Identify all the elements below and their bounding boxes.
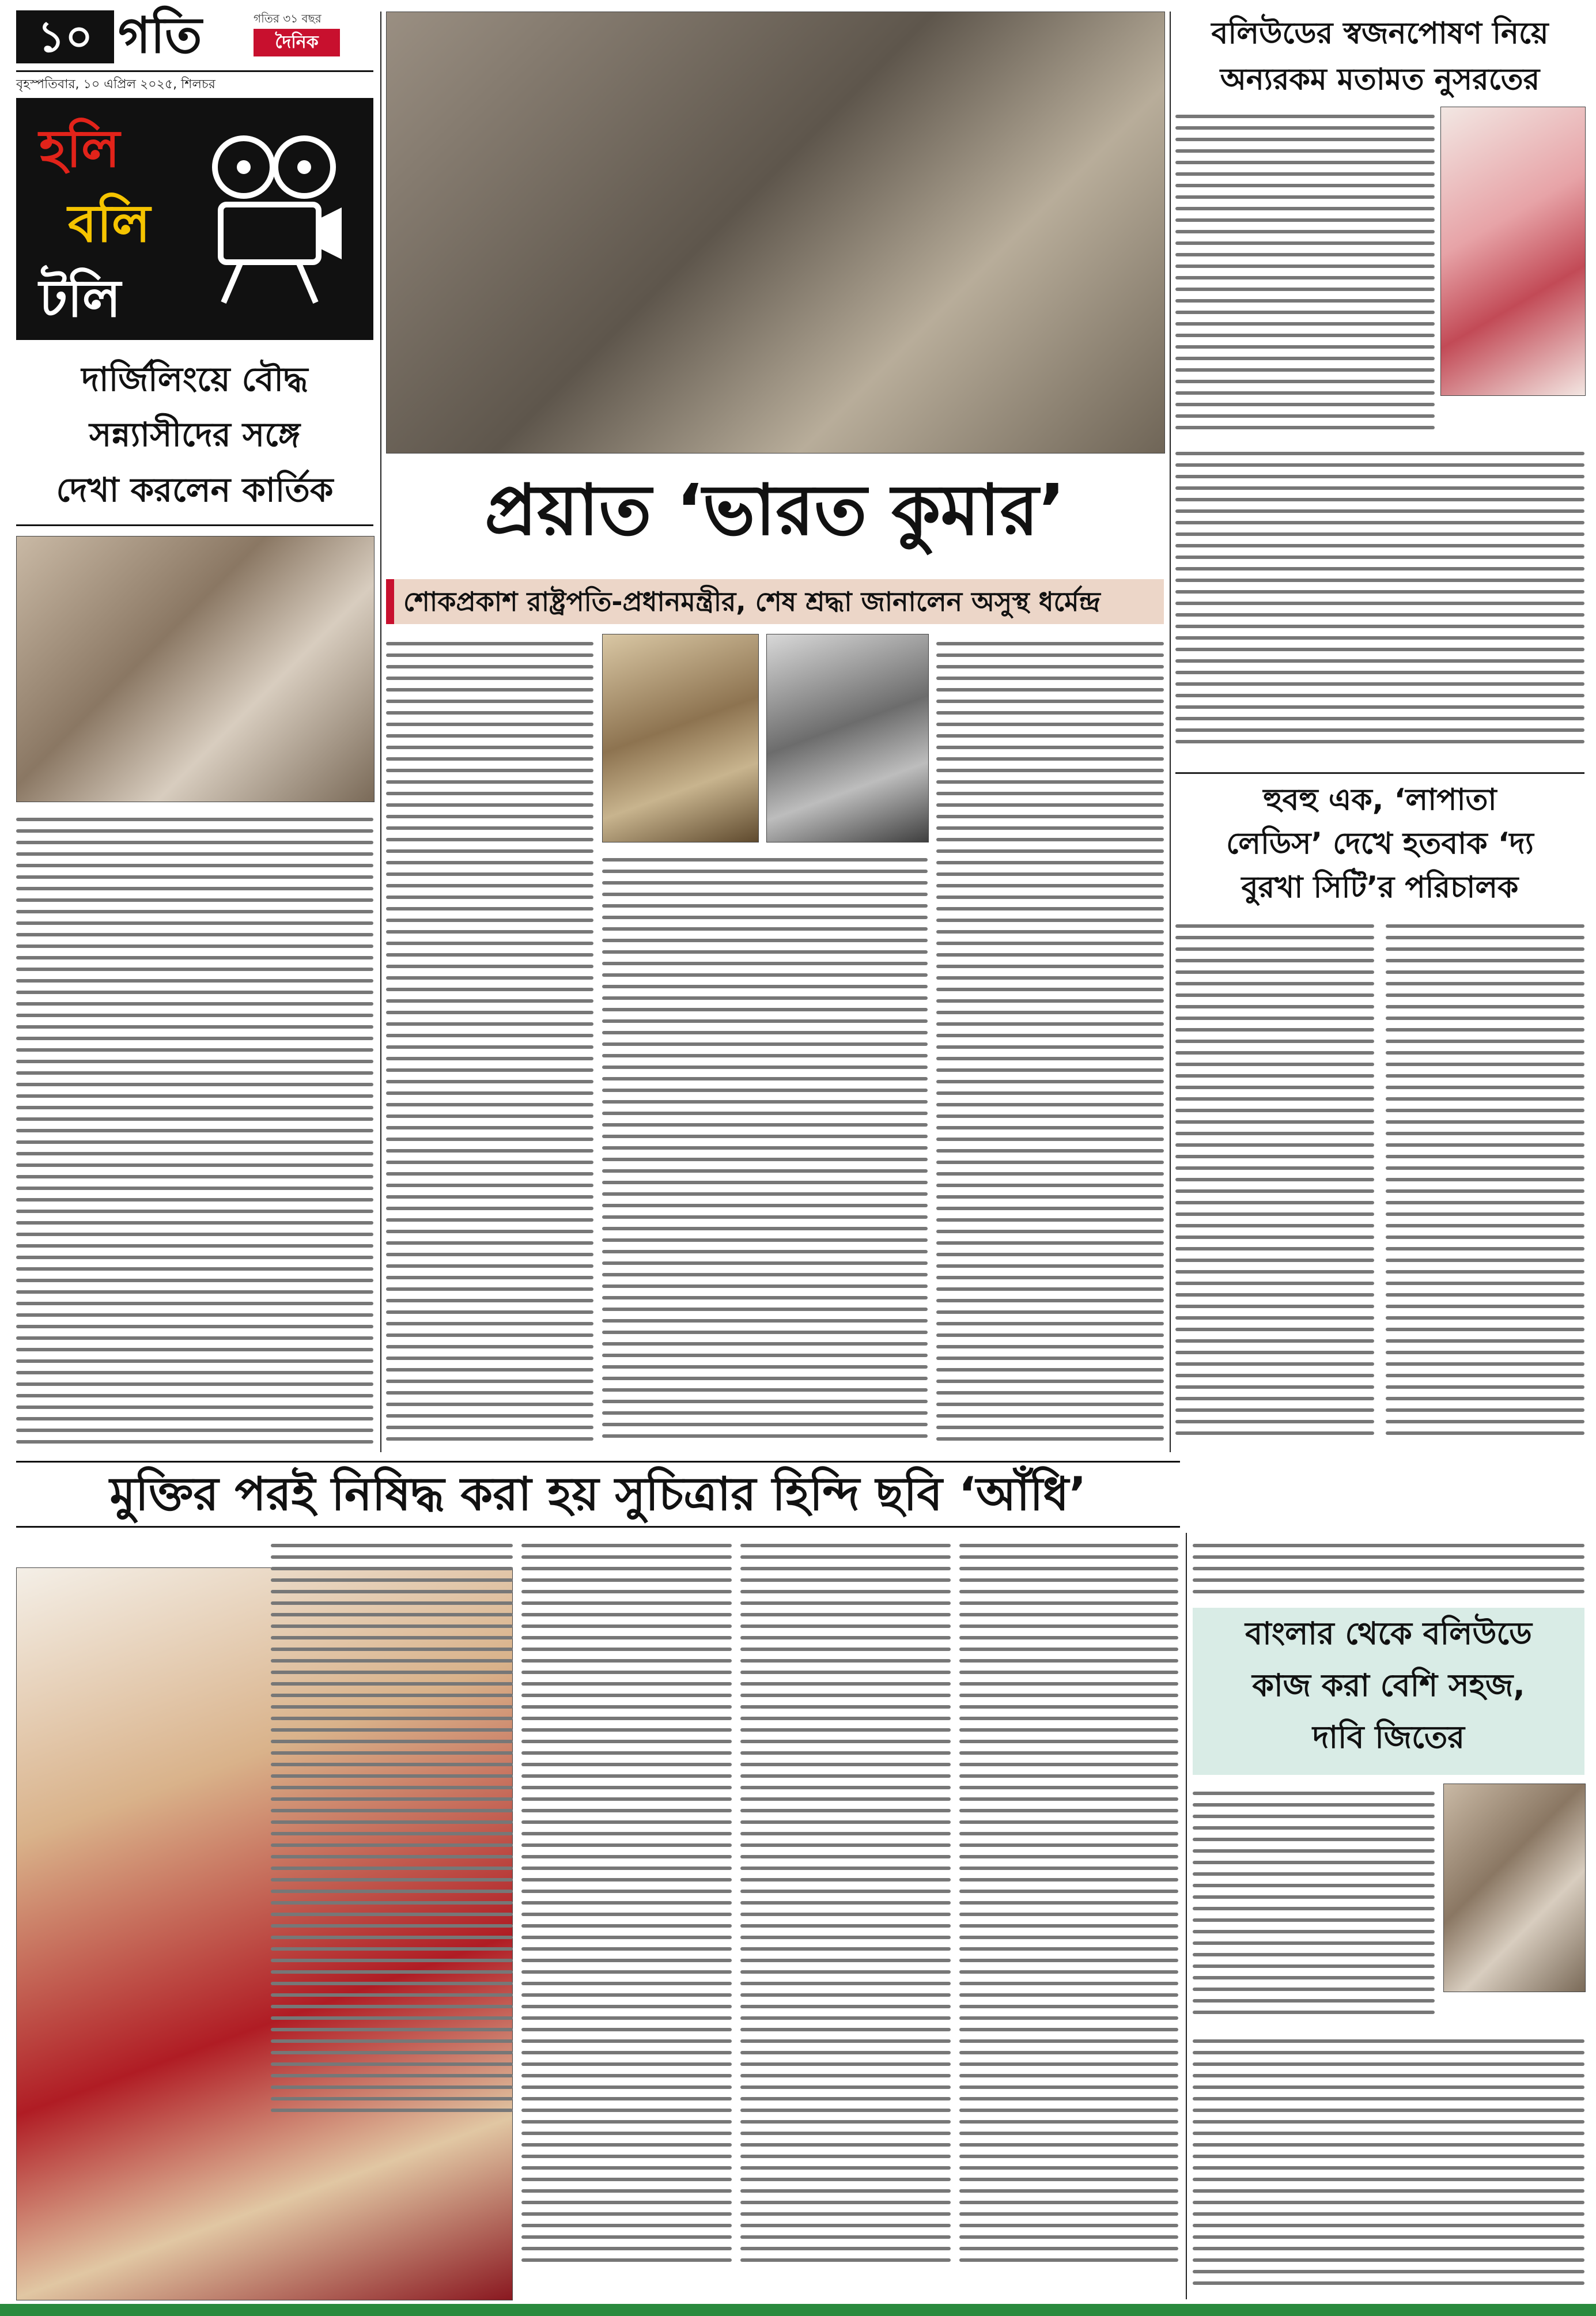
bharat-body-col1 — [386, 634, 593, 1441]
bharat-body-col3 — [936, 634, 1164, 1441]
daily-badge: দৈনিক — [254, 29, 340, 56]
jeet-body-col2 — [1193, 2031, 1584, 2299]
masthead-tagline: গতির ৩১ বছর — [254, 12, 322, 25]
funeral-photo — [386, 12, 1165, 454]
nusrat-body-col1 — [1175, 107, 1435, 441]
lapata-body-col1 — [1175, 916, 1374, 1446]
column-rule — [380, 12, 381, 1452]
section-rule — [1175, 772, 1584, 774]
kartik-monks-photo — [16, 536, 375, 802]
column-rule — [1170, 12, 1171, 1452]
nusrat-headline: বলিউডের স্বজনপোষণ নিয়ে অন্যরকম মতামত নুসরতের — [1211, 16, 1549, 97]
bharat-bw-photo — [766, 634, 929, 842]
column-rule — [1186, 1533, 1187, 2299]
section-banner — [16, 98, 373, 340]
dateline: বৃহস্পতিবার, ১০ এপ্রিল ২০২৫, শিলচর — [16, 70, 373, 94]
bharat-body-col2 — [602, 850, 928, 1441]
bharat-portrait-photo — [602, 634, 759, 842]
page-number: ১০ — [16, 10, 114, 63]
suchitra-body-col1 — [271, 1536, 513, 2135]
suchitra-body-col4 — [959, 1536, 1178, 2299]
suchitra-body-col3 — [740, 1536, 951, 2299]
newspaper-logo: গতি — [118, 7, 202, 65]
kartik-body-text — [16, 810, 373, 1449]
kartik-headline: দার্জিলিংয়ে বৌদ্ধ সন্ন্যাসীদের সঙ্গে দেখা করলেন কার্তিক — [16, 352, 373, 526]
jeet-headline: বাংলার থেকে বলিউডে কাজ করা বেশি সহজ, দাবি জিতের — [1193, 1608, 1584, 1775]
section-word-toli: টলি — [39, 269, 121, 329]
suchitra-headline: মুক্তির পরই নিষিদ্ধ করা হয় সুচিত্রার হিন্দি ছবি ‘আঁধি’ — [16, 1461, 1180, 1528]
bharat-subheadline: শোকপ্রকাশ রাষ্ট্রপতি-প্রধানমন্ত্রীর, শেষ শ্রদ্ধা জানালেন অসুস্থ ধর্মেন্দ্র — [386, 579, 1164, 624]
page-footer-bar — [0, 2304, 1596, 2316]
lapata-body-col2 — [1386, 916, 1584, 1446]
jeet-photo — [1443, 1784, 1586, 1992]
suchitra-body-col2 — [521, 1536, 732, 2299]
jeet-body-col1 — [1193, 1784, 1435, 2026]
section-word-holi: হলি — [39, 119, 120, 179]
section-word-boli: বলি — [68, 194, 150, 254]
lapata-continued-text — [1193, 1536, 1584, 1599]
film-projector-icon — [206, 133, 345, 305]
lapata-headline: হুবহু এক, ‘লাপাতা লেডিস’ দেখে হতবাক ‘দ্য বুরখা সিটি’র পরিচালক — [1226, 783, 1534, 905]
nusrat-photo — [1440, 107, 1586, 396]
nusrat-body-col2 — [1175, 444, 1584, 766]
bharat-headline: প্রয়াত ‘ভারত কুমার’ — [485, 469, 1065, 551]
